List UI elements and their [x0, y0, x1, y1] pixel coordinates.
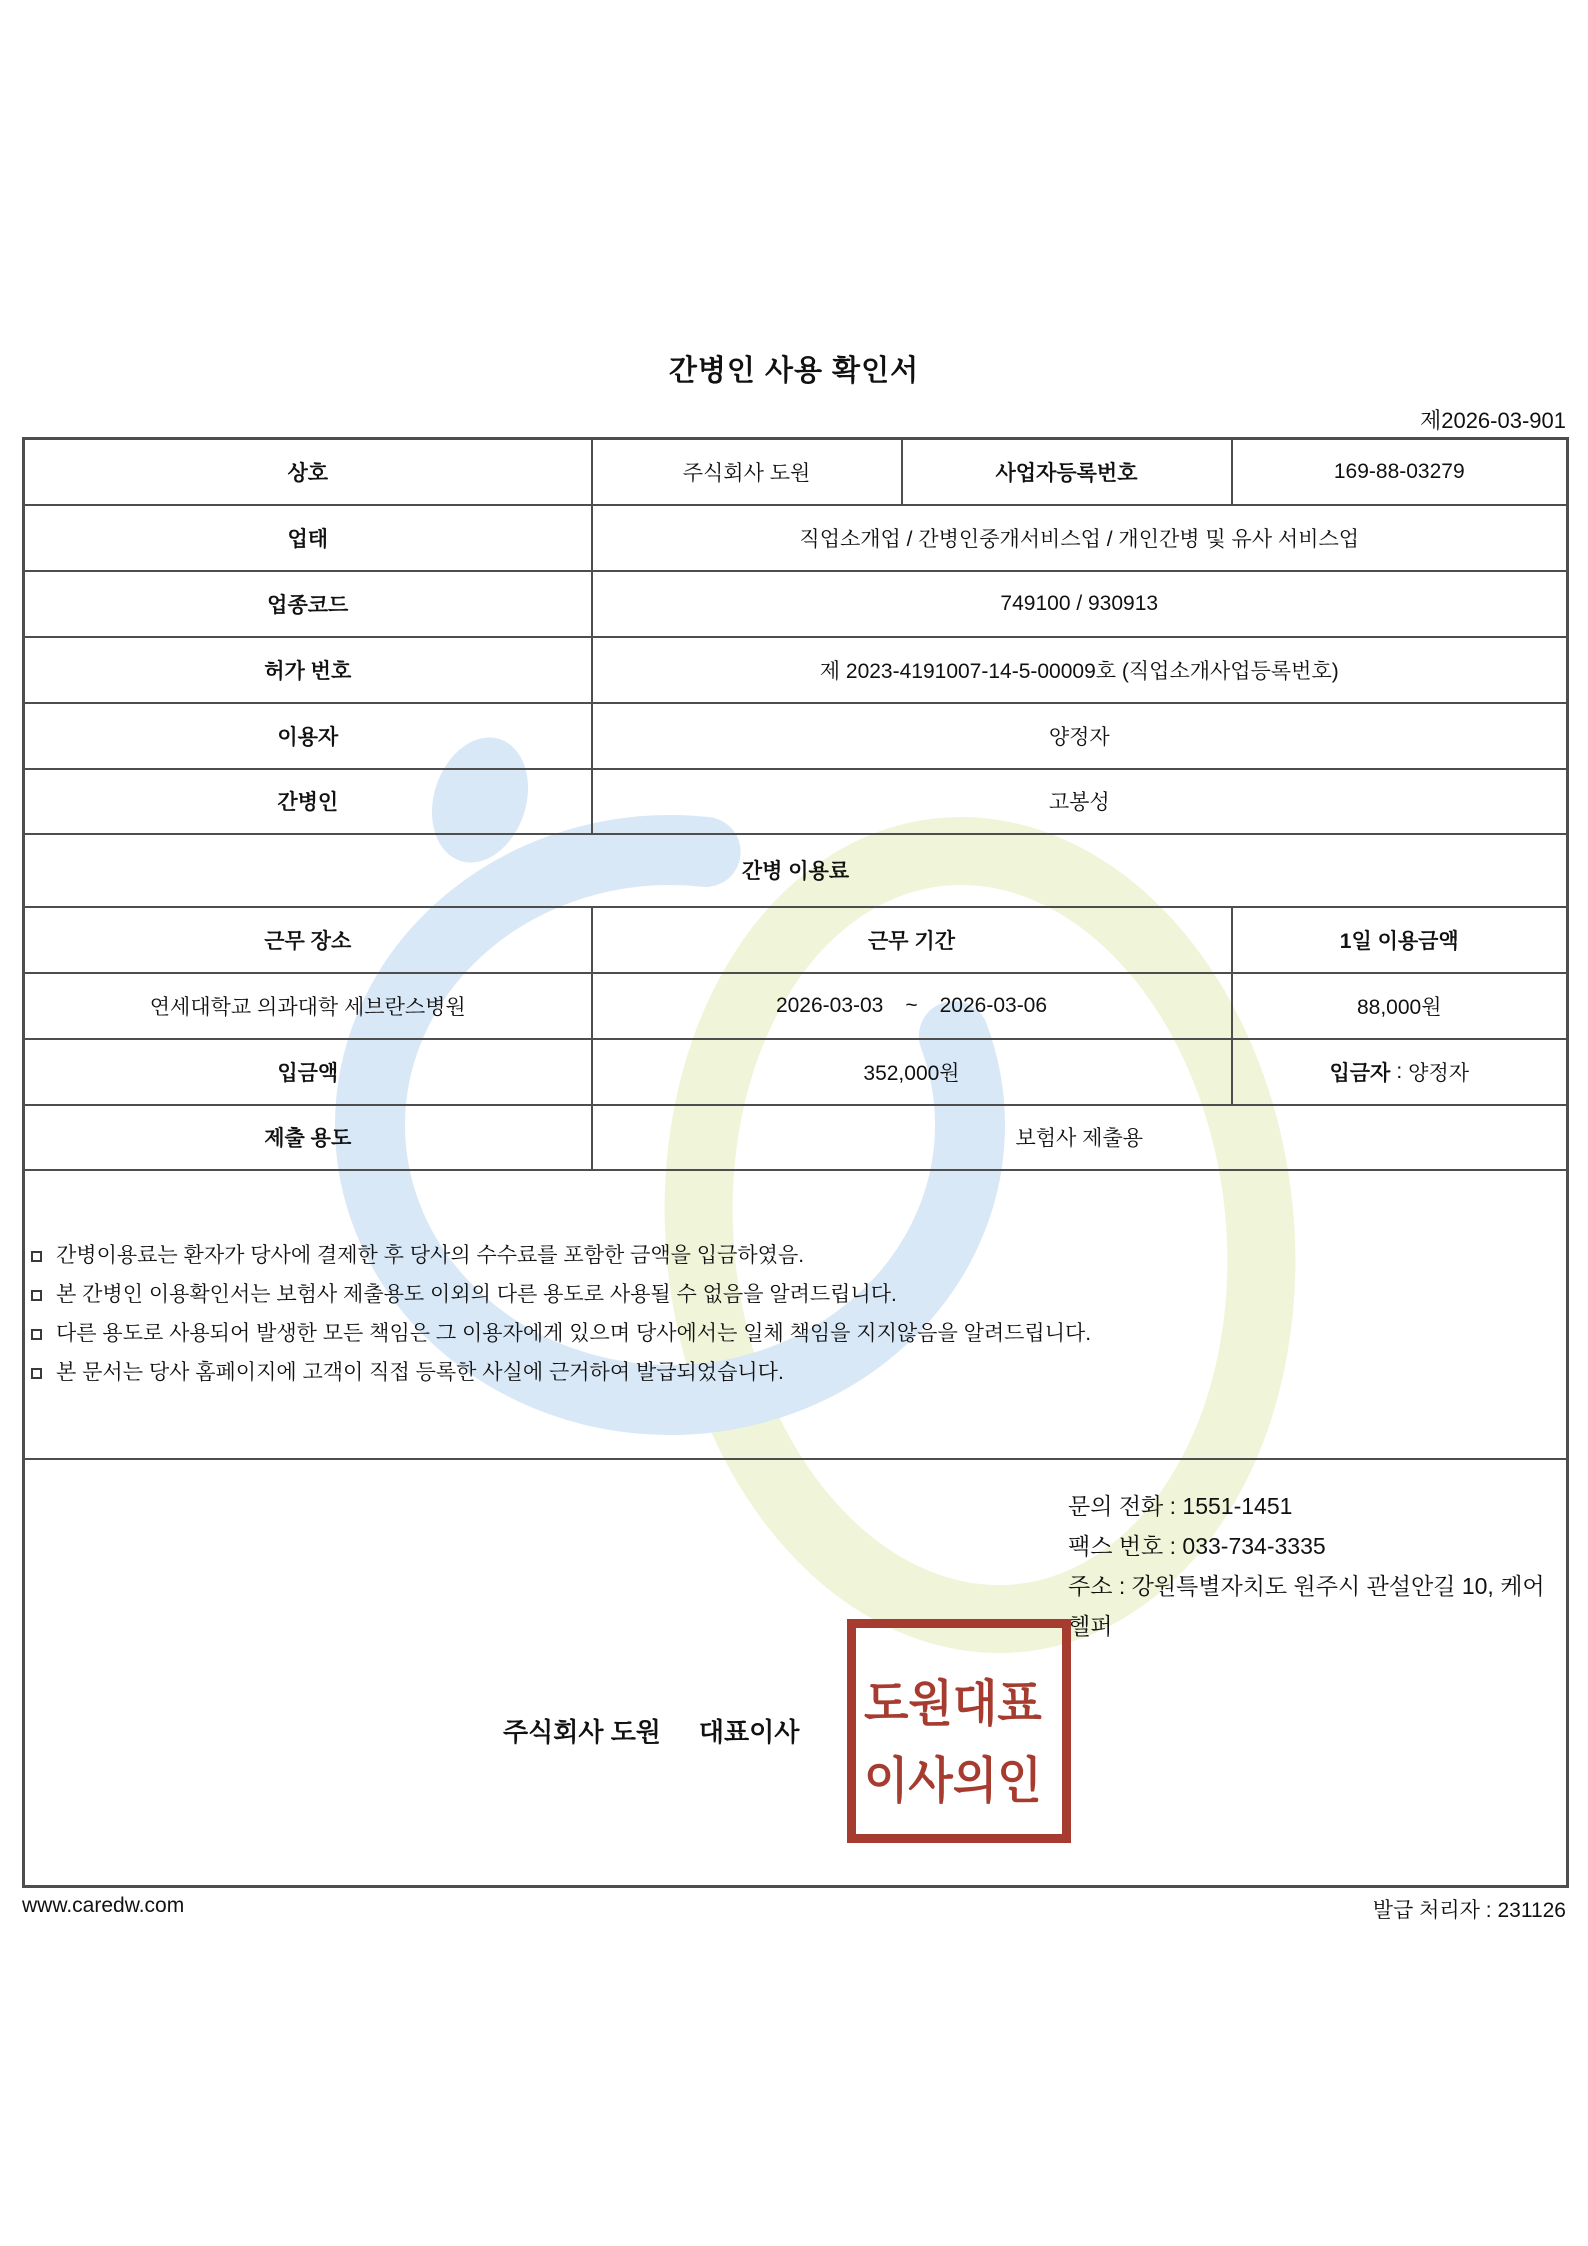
stamp-text: 도원대표: [864, 1674, 1042, 1731]
deposit-amount-value: 352,000원: [592, 1039, 1232, 1105]
license-number-label: 허가 번호: [24, 637, 592, 703]
document-number: 제2026-03-901: [1419, 408, 1566, 433]
deposit-label: 입금액: [24, 1039, 592, 1105]
issuer-id: 발급 처리자 : 231126: [1372, 1899, 1566, 1922]
fee-header-row: [24, 907, 1568, 973]
note-text: 간병이용료는 환자가 당사에 결제한 후 당사의 수수료를 포함한 금액을 입금하였음.: [56, 1244, 805, 1267]
square-bullet-icon: [31, 1329, 42, 1340]
signature-block: [24, 1459, 1568, 1887]
note-text: 다른 용도로 사용되어 발생한 모든 책임은 그 이용자에게 있으며 당사에서는 일체 책임을 지지않음을 알려드립니다.: [56, 1322, 1092, 1345]
note-text: 본 간병인 이용확인서는 보험사 제출용도 이외의 다른 용도로 사용될 수 없음을 알려드립니다.: [56, 1283, 897, 1306]
corporate-seal-stamp: [847, 1619, 1071, 1843]
note-item: [31, 1236, 1560, 1275]
work-place-header: 근무 장소: [24, 907, 592, 973]
square-bullet-icon: [31, 1290, 42, 1301]
note-item: [31, 1314, 1560, 1353]
period-start-date: 2026-03-03: [775, 993, 884, 1017]
note-text: 본 문서는 당사 홈페이지에 고객이 직접 등록한 사실에 근거하여 발급되었습니다.: [56, 1361, 784, 1384]
page-title: 간병인 사용 확인서: [668, 355, 920, 387]
confirmation-table: [22, 437, 1566, 1888]
stamp-line: [864, 1672, 1054, 1732]
work-place-value: 연세대학교 의과대학 세브란스병원: [24, 973, 592, 1039]
table-row: [24, 703, 1568, 769]
note-item: [31, 1275, 1560, 1314]
business-type-label: 업태: [24, 505, 592, 571]
depositor-label: 입금자: [1329, 1061, 1391, 1085]
industry-code-label: 업종코드: [24, 571, 592, 637]
square-bullet-icon: [31, 1251, 42, 1262]
depositor-name: 양정자: [1408, 1061, 1470, 1085]
section-header-row: [24, 834, 1568, 907]
period-separator: ~: [905, 993, 918, 1017]
fee-section-title: 간병 이용료: [24, 834, 1568, 907]
contact-address: 주소 : 강원특별자치도 원주시 관설안길 10, 케어헬퍼: [1068, 1572, 1545, 1639]
period-end-date: 2026-03-06: [939, 993, 1048, 1017]
business-type-value: 직업소개업 / 간병인중개서비스업 / 개인간병 및 유사 서비스업: [592, 505, 1568, 571]
purpose-value: 보험사 제출용: [592, 1105, 1568, 1170]
daily-amount-header: 1일 이용금액: [1232, 907, 1568, 973]
signature-title: 대표이사: [698, 1716, 800, 1747]
signature-text: [503, 1712, 799, 1749]
purpose-label: 제출 용도: [24, 1105, 592, 1170]
work-period-value: [592, 973, 1232, 1039]
fee-values-row: [24, 973, 1568, 1039]
company-name-label: 상호: [24, 439, 592, 505]
table-row: [24, 769, 1568, 834]
business-reg-number-value: 169-88-03279: [1232, 439, 1568, 505]
stamp-line: [864, 1750, 1054, 1810]
stamp-text: 이사의인: [864, 1751, 1042, 1809]
website-url: www.caredw.com: [22, 1894, 185, 1917]
signature-row: [24, 1459, 1568, 1887]
note-item: [31, 1353, 1560, 1392]
caregiver-label: 간병인: [24, 769, 592, 834]
company-name-value: 주식회사 도원: [592, 439, 902, 505]
depositor-separator: :: [1396, 1059, 1403, 1083]
user-label: 이용자: [24, 703, 592, 769]
contact-info: [1068, 1486, 1566, 1646]
user-value: 양정자: [592, 703, 1568, 769]
industry-code-value: 749100 / 930913: [592, 571, 1568, 637]
notes-block: [24, 1170, 1568, 1459]
depositor-cell: [1232, 1039, 1568, 1105]
signature-company: 주식회사 도원: [503, 1716, 661, 1747]
license-number-value: 제 2023-4191007-14-5-00009호 (직업소개사업등록번호): [592, 637, 1568, 703]
work-period-header: 근무 기간: [592, 907, 1232, 973]
table-row: [24, 637, 1568, 703]
deposit-row: [24, 1039, 1568, 1105]
purpose-row: [24, 1105, 1568, 1170]
square-bullet-icon: [31, 1368, 42, 1379]
notes-row: [24, 1170, 1568, 1459]
table-row: [24, 505, 1568, 571]
business-reg-number-label: 사업자등록번호: [902, 439, 1232, 505]
contact-fax: 팩스 번호 : 033-734-3335: [1068, 1532, 1326, 1559]
table-row: [24, 439, 1568, 505]
contact-phone: 문의 전화 : 1551-1451: [1068, 1492, 1293, 1519]
daily-amount-value: 88,000원: [1232, 973, 1568, 1039]
table-row: [24, 571, 1568, 637]
caregiver-value: 고봉성: [592, 769, 1568, 834]
